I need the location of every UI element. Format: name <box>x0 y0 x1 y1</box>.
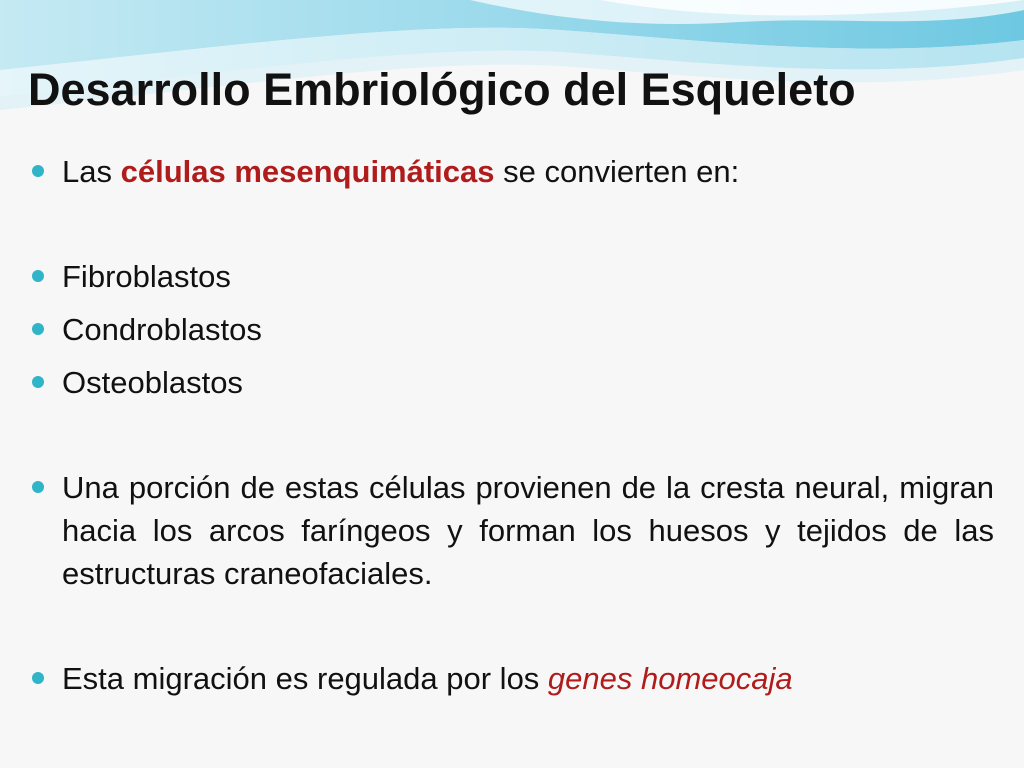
bullet-text-post: se convierten en: <box>494 154 740 189</box>
highlight-mesenchymal-cells: células mesenquimáticas <box>120 154 495 189</box>
bullet-dot-icon <box>32 376 44 388</box>
highlight-homeobox-genes: genes homeocaja <box>547 661 793 696</box>
bullet-text: Una porción de estas células provienen de la cresta neural, migran hacia los arcos faríngeos y forman los huesos y tejidos de las estructuras craneofaciales. <box>62 470 994 591</box>
bullet-dot-icon <box>32 323 44 335</box>
bullet-dot-icon <box>32 270 44 282</box>
bullet-item <box>32 308 994 351</box>
bullet-text-pre: Esta migración es regulada por los <box>62 661 548 696</box>
bullet-text: Osteoblastos <box>62 365 243 400</box>
bullet-list <box>32 150 994 700</box>
bullet-dot-icon <box>32 672 44 684</box>
bullet-item <box>32 361 994 404</box>
bullet-item <box>32 466 994 595</box>
bullet-text: Fibroblastos <box>62 259 231 294</box>
bullet-text-pre: Las <box>62 154 121 189</box>
bullet-item <box>32 255 994 298</box>
bullet-item <box>32 657 994 700</box>
bullet-dot-icon <box>32 481 44 493</box>
bullet-item <box>32 150 994 193</box>
slide-title: Desarrollo Embriológico del Esqueleto <box>28 64 856 115</box>
bullet-text: Condroblastos <box>62 312 262 347</box>
bullet-dot-icon <box>32 165 44 177</box>
